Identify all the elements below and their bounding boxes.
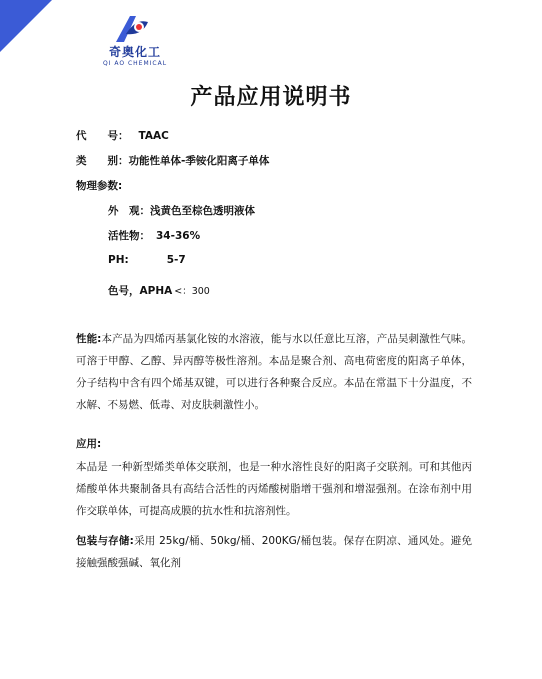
packaging-section [76,530,472,574]
performance-text: 本产品为四烯丙基氯化铵的水溶液，能与水以任意比互溶，产品吴刺激性气味。可溶于甲醇、乙醇、异丙醇等极性溶剂。本品是聚合剂、高电荷密度的阳离子单体，分子结构中含有四个烯基双键，可以进行各种聚合反应。本品在常温下十分温度，不水解、不易燃、低毒、对皮肤刺激性小。 [76,333,473,411]
color-value: <：300 [174,286,210,297]
color-label: 色号，APHA [108,285,173,297]
logo-emblem-icon [112,14,152,44]
corner-decoration [0,0,52,52]
document-title: 产品应用说明书 [190,85,352,110]
performance-section [76,328,472,416]
spec-color [108,283,210,298]
code-value: TAAC [138,130,169,142]
packaging-text: 采用 25kg/桶、50kg/桶、200KG/桶包装。保存在阴凉、通风处。避免接触强酸强碱、氧化剂 [76,535,472,569]
spec-physical-params: 物理参数: [76,180,123,192]
ph-value: 5-7 [166,254,186,266]
code-label: 代 号： [76,130,129,142]
category-label: 类 别： [76,155,129,167]
application-text: 本品是 一种新型烯类单体交联剂，也是一种水溶性良好的阳离子交联剂。可和其他丙烯酸单体共聚制备具有高结合活性的丙烯酸树脂增干强剂和增湿强剂。在涂布剂中用作交联单体，可提高成膜的抗水性和抗溶剂性。 [76,461,472,517]
company-logo [88,14,178,66]
application-label: 应用: [76,438,102,450]
spec-ph [108,254,186,266]
category-value: 功能性单体-季铵化阳离子单体 [128,155,270,167]
logo-english-name: QI AO CHEMICAL [102,60,168,67]
spec-category [76,153,269,168]
ph-label: PH: [108,254,129,266]
packaging-label: 包装与存储: [76,535,134,547]
active-label: 活性物： [108,230,150,242]
spec-appearance [108,203,255,218]
active-value: 34-36% [156,230,201,242]
logo-chinese-name: 奇奥化工 [108,45,161,59]
spec-active [108,228,200,243]
appearance-value: 浅黄色至棕色透明液体 [150,205,255,217]
performance-label: 性能: [76,333,102,345]
spec-code [76,128,169,143]
appearance-label: 外 观： [108,205,150,217]
